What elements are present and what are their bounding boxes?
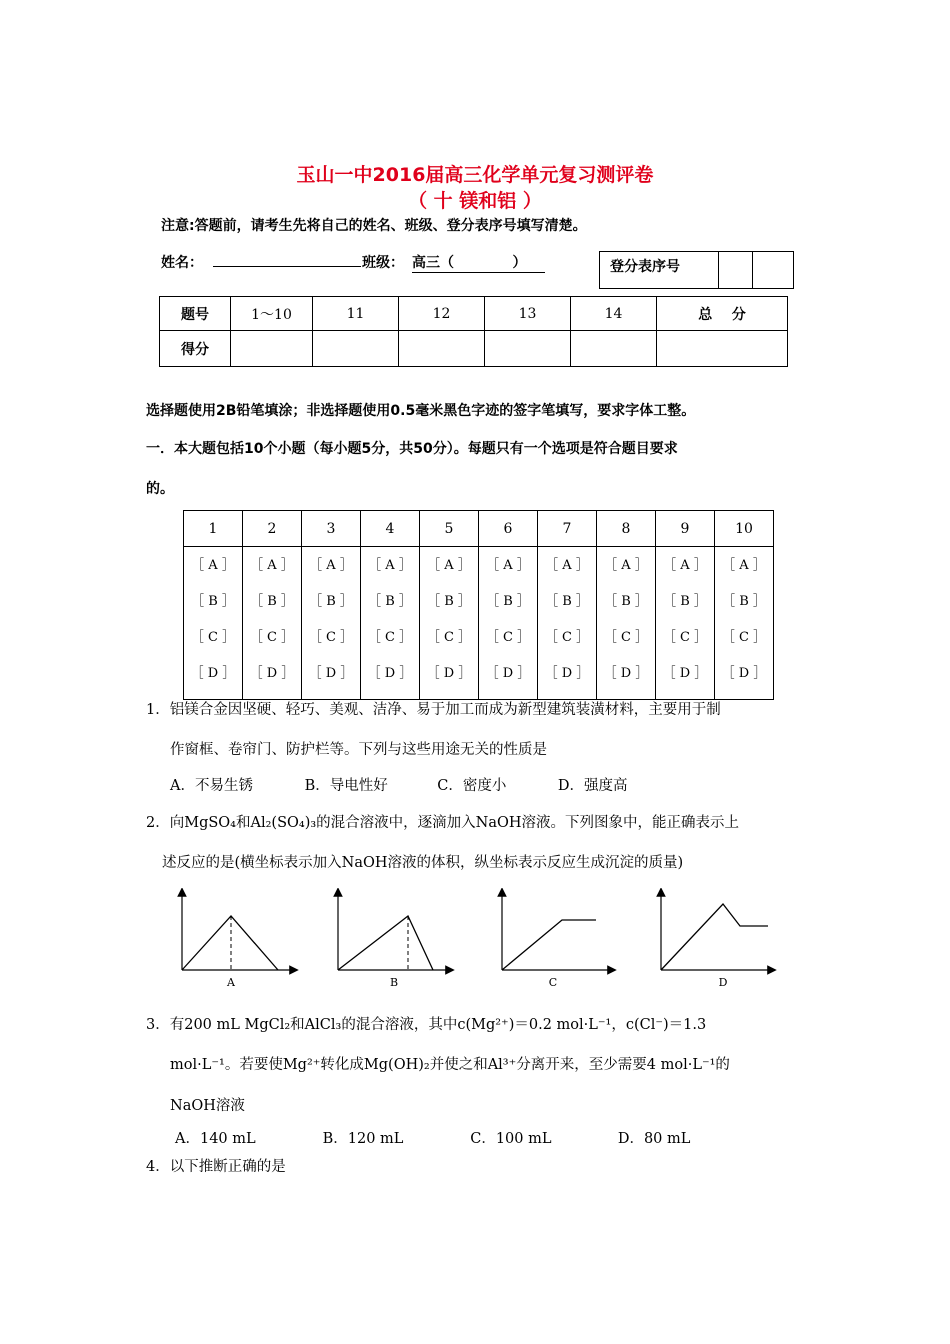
option-a[interactable]: A．140 mL	[175, 1131, 256, 1147]
grid-question-number: 8	[597, 511, 656, 547]
question-2-text: 述反应的是(横坐标表示加入NaOH溶液的体积，纵坐标表示反应生成沉淀的质量)	[162, 855, 684, 871]
grid-option-bubble[interactable]: ［ B ］	[368, 594, 412, 609]
grid-question-number: 7	[538, 511, 597, 547]
graph-b-label: B	[389, 976, 399, 989]
name-label: 姓名：	[161, 255, 203, 271]
grid-option-bubble[interactable]: ［ D ］	[662, 666, 708, 681]
grid-option-bubble[interactable]: ［ B ］	[663, 594, 707, 609]
grid-option-bubble[interactable]: ［ D ］	[367, 666, 413, 681]
score-cell[interactable]	[657, 331, 788, 367]
grid-answer-cell	[538, 547, 597, 700]
grid-question-number: 4	[361, 511, 420, 547]
graph-c-label: C	[548, 976, 558, 989]
grid-option-bubble[interactable]: ［ C ］	[603, 630, 649, 645]
grid-option-bubble[interactable]: ［ D ］	[544, 666, 590, 681]
section-heading: 一．本大题包括10个小题（每小题5分，共50分）。每题只有一个选项是符合题目要求	[146, 441, 678, 457]
grid-option-bubble[interactable]: ［ D ］	[426, 666, 472, 681]
grid-option-bubble[interactable]: ［ A ］	[545, 558, 589, 573]
grid-question-number: 10	[715, 511, 774, 547]
grid-option-bubble[interactable]: ［ B ］	[545, 594, 589, 609]
section-heading-cont: 的。	[146, 481, 174, 497]
grid-option-bubble[interactable]: ［ B ］	[604, 594, 648, 609]
score-cell[interactable]	[571, 331, 657, 367]
score-cell[interactable]	[313, 331, 399, 367]
option-c[interactable]: C．密度小	[437, 778, 507, 794]
grid-question-number: 9	[656, 511, 715, 547]
grid-option-bubble[interactable]: ［ D ］	[721, 666, 767, 681]
grid-answer-cell	[715, 547, 774, 700]
grid-answer-cell	[302, 547, 361, 700]
grid-option-bubble[interactable]: ［ C ］	[485, 630, 531, 645]
score-cell[interactable]	[399, 331, 485, 367]
grid-option-bubble[interactable]: ［ C ］	[190, 630, 236, 645]
grid-option-bubble[interactable]: ［ D ］	[308, 666, 354, 681]
grid-question-number: 3	[302, 511, 361, 547]
question-4-text: 4．以下推断正确的是	[146, 1159, 286, 1175]
grid-option-bubble[interactable]: ［ B ］	[250, 594, 294, 609]
grid-option-bubble[interactable]: ［ A ］	[309, 558, 353, 573]
grid-option-bubble[interactable]: ［ A ］	[191, 558, 235, 573]
seat-number-cell[interactable]	[753, 252, 794, 289]
question-1-text: 作窗框、卷帘门、防护栏等。下列与这些用途无关的性质是	[170, 742, 547, 758]
grid-option-bubble[interactable]: ［ B ］	[486, 594, 530, 609]
grid-question-number: 2	[243, 511, 302, 547]
grid-option-bubble[interactable]: ［ A ］	[486, 558, 530, 573]
graph-d-label: D	[718, 976, 728, 989]
question-3-text: mol·L⁻¹。若要使Mg²⁺转化成Mg(OH)₂并使之和Al³⁺分离开来，至少需要4 mol·L⁻¹的	[170, 1057, 730, 1073]
grid-option-bubble[interactable]: ［ A ］	[722, 558, 766, 573]
score-header: 11	[313, 297, 399, 331]
graph-d[interactable]	[661, 892, 772, 970]
grid-option-bubble[interactable]: ［ C ］	[544, 630, 590, 645]
score-row-label: 得分	[160, 331, 231, 367]
grid-option-bubble[interactable]: ［ A ］	[368, 558, 412, 573]
grid-option-bubble[interactable]: ［ C ］	[662, 630, 708, 645]
graph-b[interactable]	[338, 892, 450, 970]
seat-number-table	[599, 251, 794, 289]
option-b[interactable]: B．120 mL	[322, 1131, 404, 1147]
class-label: 班级：	[362, 255, 404, 271]
grid-question-number: 1	[184, 511, 243, 547]
score-table	[159, 296, 788, 367]
question-3-text: NaOH溶液	[170, 1098, 245, 1114]
question-2-text: 2．向MgSO₄和Al₂(SO₄)₃的混合溶液中，逐滴加入NaOH溶液。下列图象中，能正确表示上	[146, 815, 740, 831]
grid-option-bubble[interactable]: ［ C ］	[426, 630, 472, 645]
score-cell[interactable]	[485, 331, 571, 367]
graph-c[interactable]	[502, 892, 612, 970]
answer-grid	[183, 510, 774, 700]
seat-number-label: 登分表序号	[600, 252, 719, 289]
question-2-graphs	[170, 888, 790, 993]
question-3-text: 3．有200 mL MgCl₂和AlCl₃的混合溶液，其中c(Mg²⁺)＝0.2 mol·L⁻¹，c(Cl⁻)＝1.3	[146, 1017, 707, 1033]
grid-answer-cell	[656, 547, 715, 700]
grid-answer-cell	[184, 547, 243, 700]
grid-option-bubble[interactable]: ［ D ］	[249, 666, 295, 681]
grid-answer-cell	[361, 547, 420, 700]
grid-answer-cell	[597, 547, 656, 700]
grid-answer-cell	[479, 547, 538, 700]
question-3-options	[175, 1129, 690, 1149]
grid-option-bubble[interactable]: ［ B ］	[309, 594, 353, 609]
grid-option-bubble[interactable]: ［ D ］	[603, 666, 649, 681]
score-cell[interactable]	[231, 331, 313, 367]
option-b[interactable]: B．导电性好	[304, 778, 388, 794]
grid-option-bubble[interactable]: ［ A ］	[427, 558, 471, 573]
grid-option-bubble[interactable]: ［ B ］	[427, 594, 471, 609]
page-title: 玉山一中2016届高三化学单元复习测评卷	[296, 164, 654, 186]
grid-answer-cell	[243, 547, 302, 700]
score-header: 14	[571, 297, 657, 331]
grid-question-number: 6	[479, 511, 538, 547]
grid-option-bubble[interactable]: ［ B ］	[722, 594, 766, 609]
grid-option-bubble[interactable]: ［ A ］	[604, 558, 648, 573]
grid-option-bubble[interactable]: ［ D ］	[190, 666, 236, 681]
grid-option-bubble[interactable]: ［ A ］	[250, 558, 294, 573]
option-d[interactable]: D．80 mL	[617, 1131, 691, 1147]
seat-number-cell[interactable]	[719, 252, 753, 289]
grid-option-bubble[interactable]: ［ A ］	[663, 558, 707, 573]
score-header: 12	[399, 297, 485, 331]
score-header: 13	[485, 297, 571, 331]
grid-question-number: 5	[420, 511, 479, 547]
grid-option-bubble[interactable]: ［ B ］	[191, 594, 235, 609]
score-header: 题号	[160, 297, 231, 331]
grid-option-bubble[interactable]: ［ C ］	[308, 630, 354, 645]
class-field[interactable]: 高三（ ）	[412, 252, 545, 273]
score-header: 1～10	[231, 297, 313, 331]
grid-option-bubble[interactable]: ［ C ］	[249, 630, 295, 645]
score-header: 总 分	[657, 297, 788, 331]
question-1-text: 1．铝镁合金因坚硬、轻巧、美观、洁净、易于加工而成为新型建筑装潢材料，主要用于制	[146, 702, 721, 718]
grid-option-bubble[interactable]: ［ C ］	[721, 630, 767, 645]
instructions-line: 选择题使用2B铅笔填涂；非选择题使用0.5毫米黑色字迹的签字笔填写，要求字体工整。	[146, 403, 696, 419]
graph-a[interactable]	[182, 892, 294, 970]
graph-a-label: A	[227, 976, 235, 989]
option-d[interactable]: D．强度高	[557, 778, 628, 794]
option-a[interactable]: A．不易生锈	[170, 778, 253, 794]
page-subtitle: （ 十 镁和铝 ）	[408, 190, 542, 212]
question-1-options	[170, 776, 627, 796]
grid-answer-cell	[420, 547, 479, 700]
grid-option-bubble[interactable]: ［ D ］	[485, 666, 531, 681]
name-field[interactable]	[213, 266, 361, 267]
notice: 注意:答题前，请考生先将自己的姓名、班级、登分表序号填写清楚。	[161, 218, 587, 234]
grid-option-bubble[interactable]: ［ C ］	[367, 630, 413, 645]
option-c[interactable]: C．100 mL	[470, 1131, 552, 1147]
